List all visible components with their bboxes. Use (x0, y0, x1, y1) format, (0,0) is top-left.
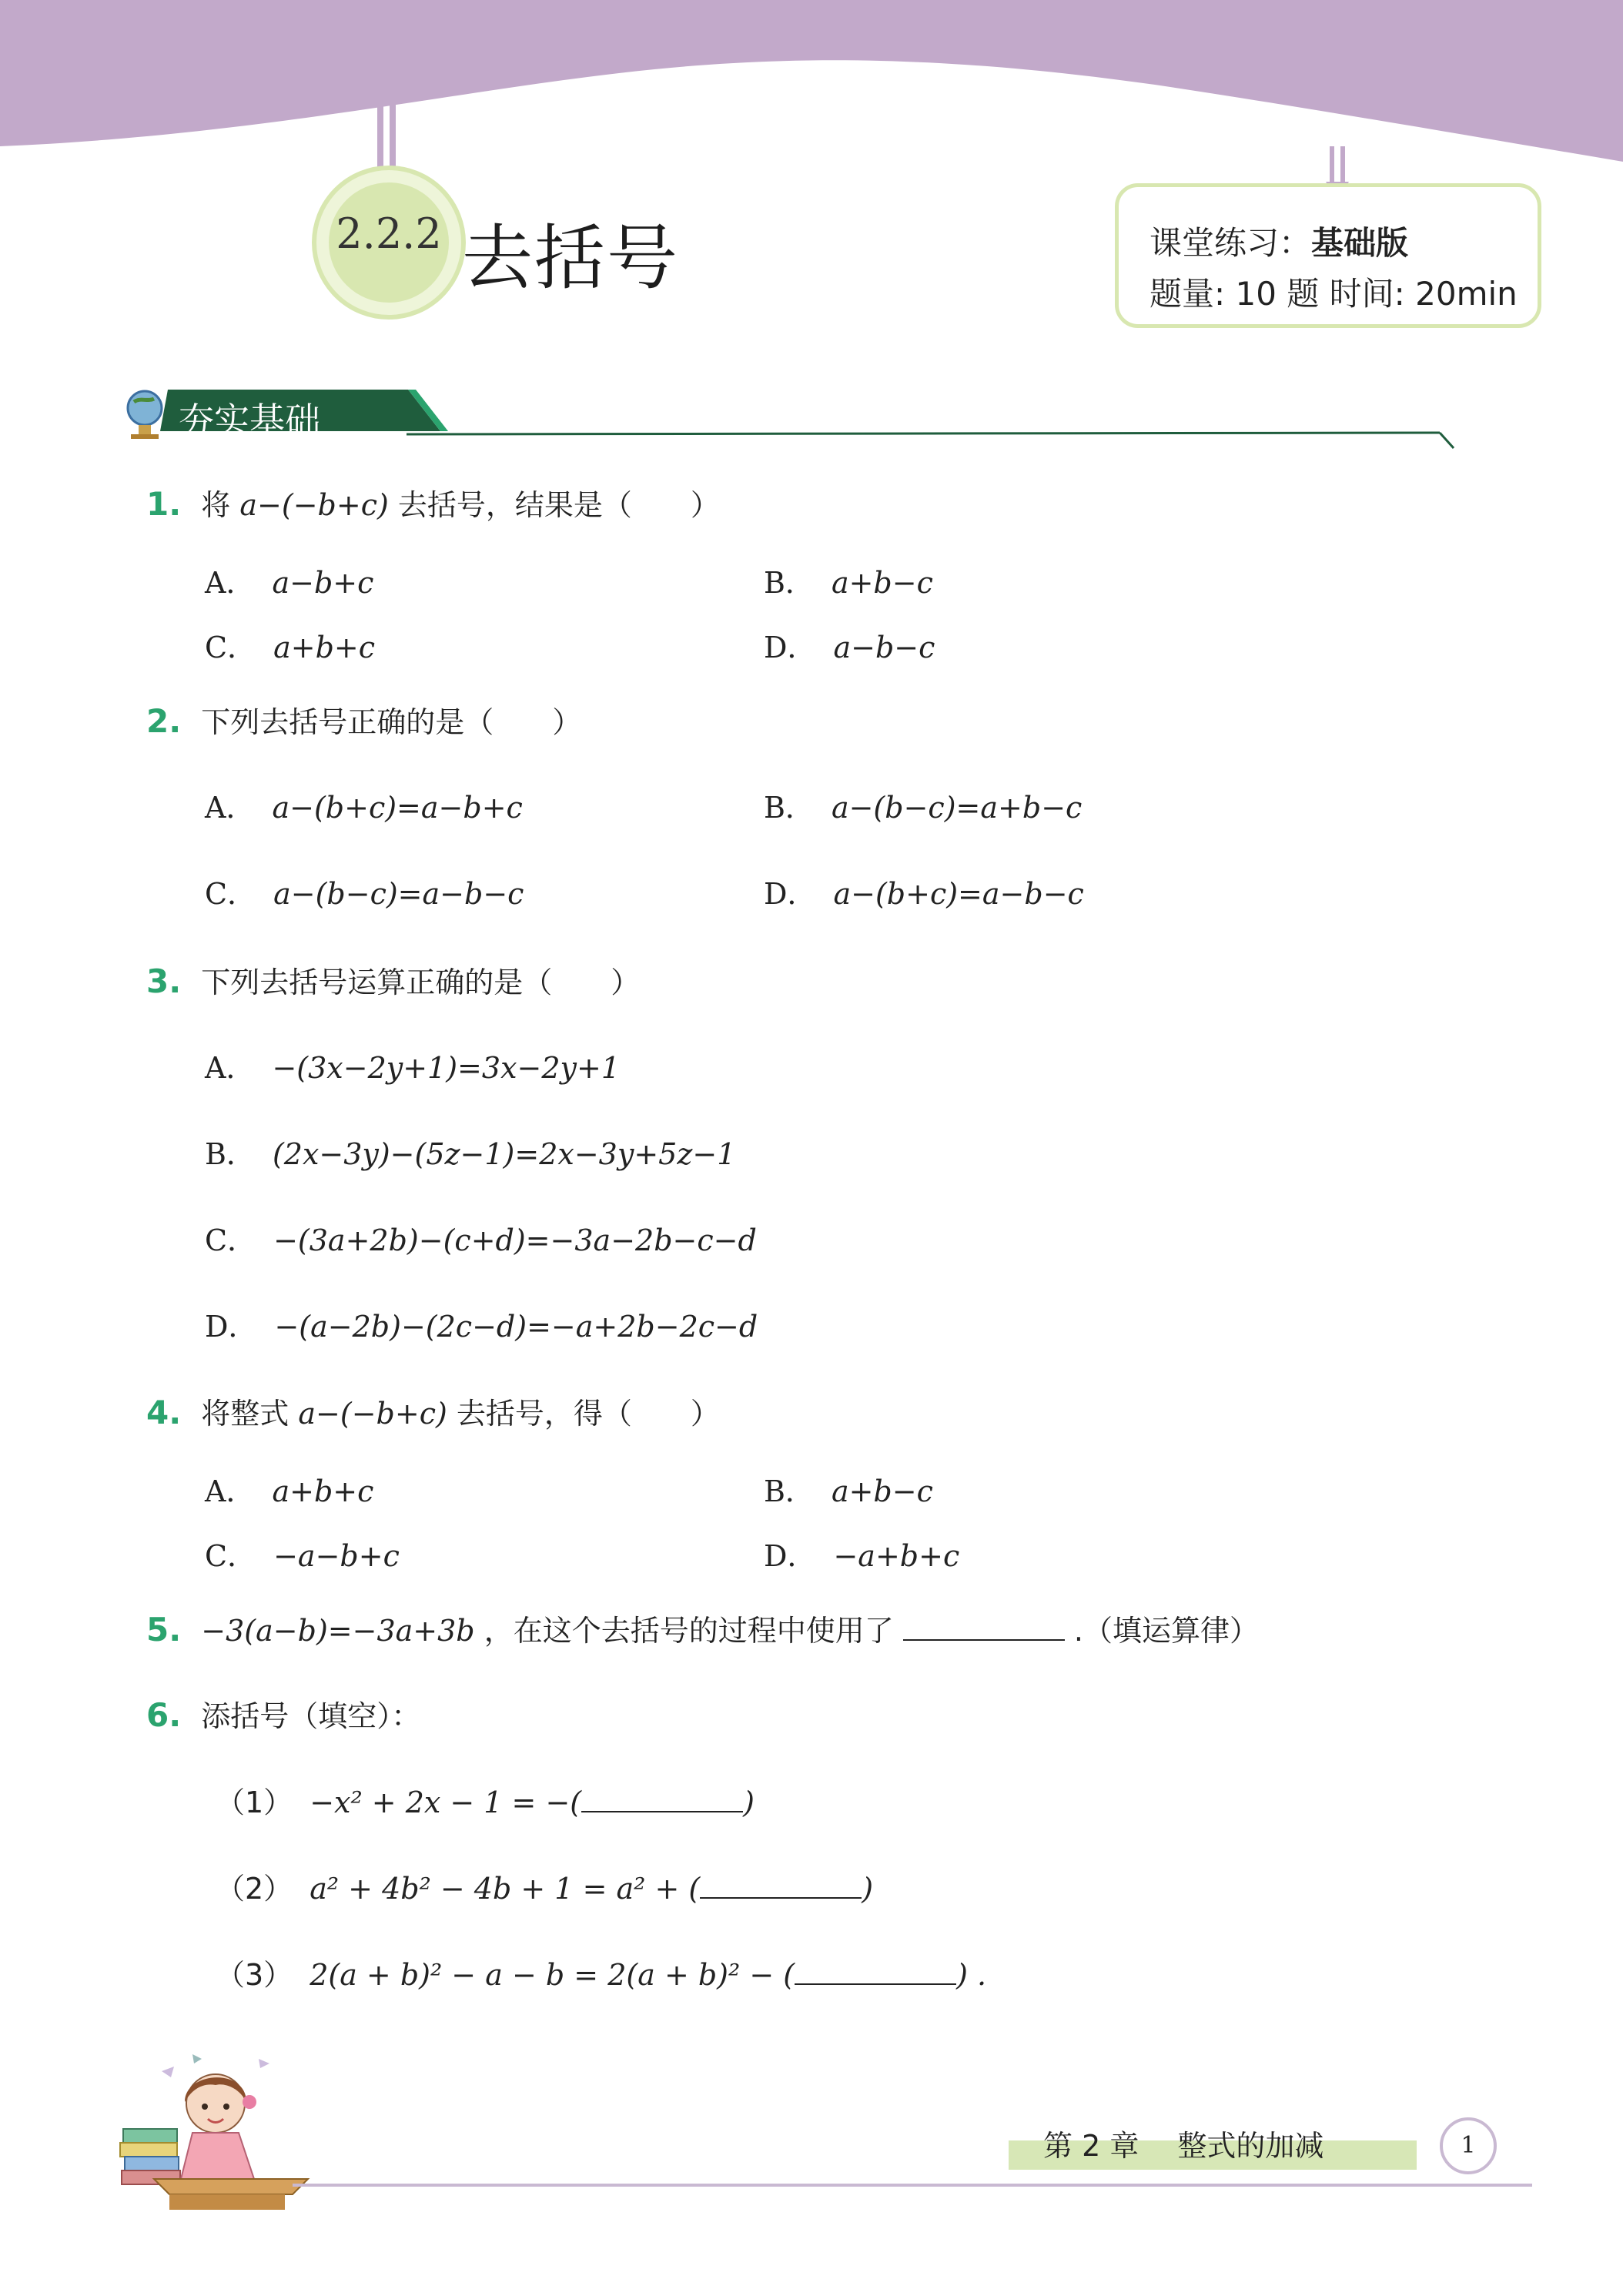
page-number: 1 (1440, 2117, 1497, 2174)
question-1-option-a[interactable] (205, 559, 373, 601)
footer-divider (293, 2184, 1532, 2187)
option-text: −a−b+c (273, 1539, 400, 1573)
question-number: 6. (146, 1696, 182, 1734)
option-label: C． (205, 877, 257, 911)
question-6-part-2 (216, 1865, 873, 1907)
option-label: A． (205, 1474, 256, 1508)
option-text: −a+b+c (833, 1539, 960, 1573)
question-1-stem (146, 481, 720, 524)
practice-level: 基础版 (1311, 224, 1409, 262)
question-math: a−(−b+c) (298, 1397, 447, 1431)
question-text: 下列去括号正确的是（ ） (201, 705, 582, 739)
practice-type-line (1149, 218, 1408, 264)
option-text: a+b+c (273, 631, 376, 664)
question-1-option-c[interactable] (205, 624, 375, 666)
question-5-stem (146, 1607, 1259, 1649)
question-3-option-b[interactable] (205, 1130, 735, 1173)
question-number: 2. (146, 702, 182, 740)
lesson-number: 2.2.2 (336, 209, 442, 258)
question-6-part-3 (216, 1951, 986, 1993)
option-label: A． (205, 791, 256, 825)
answer-blank[interactable] (700, 1871, 862, 1899)
option-label: D． (764, 1539, 817, 1573)
option-label: B． (764, 791, 815, 825)
part-expression-end: ) (743, 1786, 755, 1819)
option-label: D． (205, 1310, 258, 1344)
option-text: a−b+c (272, 566, 374, 600)
option-text: a−(b−c)=a−b−c (273, 877, 524, 911)
option-text: a−(b+c)=a−b−c (833, 877, 1084, 911)
question-text: 去括号，结果是（ ） (397, 488, 720, 522)
answer-blank[interactable] (581, 1785, 743, 1812)
question-number: 3. (146, 962, 182, 1000)
option-text: a+b−c (831, 1474, 933, 1508)
lesson-title: 去括号 (462, 217, 680, 300)
section-label: 夯实基础 (179, 400, 320, 441)
part-expression: −x² + 2x − 1 = −( (310, 1786, 582, 1819)
question-4-option-b[interactable] (764, 1468, 933, 1510)
question-text: .（填运算律） (1073, 1614, 1260, 1648)
question-text: ，在这个去括号的过程中使用了 (484, 1614, 894, 1648)
part-expression-end: ) (862, 1872, 874, 1906)
option-text: −(3x−2y+1)=3x−2y+1 (272, 1051, 620, 1085)
option-text: a−(b+c)=a−b+c (272, 791, 523, 825)
question-math: a−(−b+c) (239, 488, 389, 522)
question-4-option-d[interactable] (764, 1532, 959, 1575)
part-expression: 2(a + b)² − a − b = 2(a + b)² − ( (310, 1958, 795, 1992)
girl-studying-illustration (108, 2048, 316, 2214)
question-text: 将整式 (201, 1397, 289, 1431)
question-text: 添括号（填空）： (201, 1699, 421, 1733)
option-label: B． (764, 566, 815, 600)
question-4-stem (146, 1390, 720, 1432)
option-text: −(3a+2b)−(c+d)=−3a−2b−c−d (273, 1223, 757, 1257)
question-6-part-1 (216, 1779, 755, 1821)
option-text: −(a−2b)−(2c−d)=−a+2b−2c−d (274, 1310, 758, 1344)
option-text: a+b−c (831, 566, 933, 600)
option-label: B． (764, 1474, 815, 1508)
option-text: (2x−3y)−(5z−1)=2x−3y+5z−1 (272, 1137, 736, 1171)
question-2-stem (146, 698, 581, 741)
part-label: （2） (216, 1872, 293, 1906)
option-label: C． (205, 1223, 257, 1257)
question-1-option-d[interactable] (764, 624, 935, 666)
question-3-option-d[interactable] (205, 1303, 758, 1345)
question-text: 将 (201, 488, 231, 522)
question-math: −3(a−b)=−3a+3b (201, 1614, 475, 1648)
part-label: （1） (216, 1786, 293, 1819)
question-number: 4. (146, 1394, 182, 1431)
question-number: 1. (146, 485, 182, 523)
question-number: 5. (146, 1611, 182, 1648)
option-text: a−(b−c)=a+b−c (831, 791, 1083, 825)
option-label: A． (205, 1051, 256, 1085)
part-label: （3） (216, 1958, 293, 1992)
answer-blank[interactable] (795, 1957, 956, 1985)
section-header-graphic (123, 385, 1455, 454)
footer-chapter-title: 第 2 章 整式的加减 (1043, 2129, 1324, 2163)
question-2-option-c[interactable] (205, 870, 524, 912)
option-label: D． (764, 877, 817, 911)
part-expression: a² + 4b² − 4b + 1 = a² + ( (310, 1872, 701, 1906)
question-1-option-b[interactable] (764, 559, 933, 601)
question-2-option-a[interactable] (205, 784, 523, 826)
question-3-option-c[interactable] (205, 1217, 757, 1259)
question-text: 去括号，得（ ） (456, 1397, 720, 1431)
header-banner (0, 0, 1623, 185)
option-label: A． (205, 566, 256, 600)
option-label: D． (764, 631, 817, 664)
option-label: C． (205, 631, 257, 664)
practice-count-time: 题量: 10 题 时间: 20min (1149, 275, 1518, 313)
question-3-option-a[interactable] (205, 1044, 620, 1086)
question-2-option-d[interactable] (764, 870, 1084, 912)
answer-blank[interactable] (903, 1613, 1065, 1641)
practice-type-prefix: 课堂练习： (1149, 224, 1312, 262)
question-2-option-b[interactable] (764, 784, 1082, 826)
option-text: a−b−c (833, 631, 935, 664)
option-label: B． (205, 1137, 256, 1171)
practice-info-box (1115, 183, 1541, 328)
question-4-option-c[interactable] (205, 1532, 400, 1575)
question-4-option-a[interactable] (205, 1468, 373, 1510)
question-3-stem (146, 959, 640, 1001)
option-label: C． (205, 1539, 257, 1573)
question-text: 下列去括号运算正确的是（ ） (201, 966, 641, 999)
part-expression-end: ) . (956, 1958, 987, 1992)
question-6-stem (146, 1692, 420, 1735)
option-text: a+b+c (272, 1474, 374, 1508)
